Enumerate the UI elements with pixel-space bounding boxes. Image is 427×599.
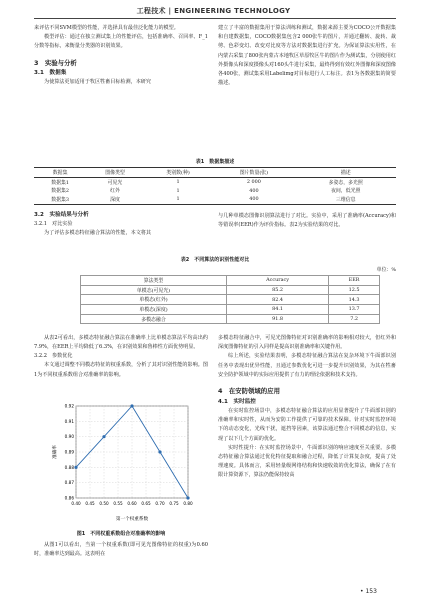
table-cell: 91.8: [226, 314, 328, 324]
table-header-cell: EER: [329, 276, 380, 286]
table-header-cell: 图像类型: [86, 168, 143, 178]
section-heading: 4 在安防领域的应用: [218, 387, 280, 396]
table-cell: 单模态(红外): [81, 295, 227, 305]
paragraph: 为使算法更加适用于牧区牲畜目标检测，本研究: [44, 78, 151, 85]
y-tick-label: 0.89: [64, 449, 74, 455]
table-cell: 85.2: [226, 285, 328, 295]
paragraph: 建立了丰富的数据集用于算法训练和测试，数据来源主要为COCO公开数据集和自建数据集，COCO数据集包含2 000张牛的图片，并通过翻转、旋转、裁剪、色彩变幻、改变对比度等方法对数据集进行扩充。为保证算法实用性，在内蒙古采集了800张内蒙古本地牧区草原牧区牛的图片作为测试集，分别使用红外摄像头和深度摄像头对160头牛进行采集，最终得到有效红外图像和深度图像各400张，测试集采用Labelimg对目标进行人工标注。表1为各数据集的简要描述。: [218, 25, 396, 87]
table-header-cell: 数据集: [34, 168, 86, 178]
table-row: [81, 295, 380, 305]
right-column-top: [218, 24, 396, 88]
table-cell: 1: [176, 187, 180, 194]
running-header: 工程技术 | ENGINEERING TECHNOLOGY: [136, 7, 291, 15]
right-column-lower: [218, 334, 396, 481]
x-tick-label: 0.65: [141, 501, 151, 506]
y-tick-label: 0.86: [64, 495, 74, 501]
table-cell: 82.4: [226, 295, 328, 305]
table-cell: 2 000: [246, 179, 261, 186]
x-tick-label: 0.45: [85, 501, 95, 506]
table-cell: 深度: [110, 196, 120, 203]
table-header-cell: 类别数(种): [144, 168, 213, 178]
table2-unit: 单位：%: [376, 267, 396, 273]
table-cell: 7.2: [329, 314, 380, 324]
page-number: [360, 588, 377, 595]
header-rule: [34, 18, 396, 19]
paragraph: 实时性提升：在实时监控场景中，牛面部识别的响应速度至关重要。多模态特征融合算法通过优化特征提取和融合过程，降低了计算复杂度，提高了处理速度。具体而言，采用轻量级网络结构和快速收敛的优化算法，确保了在有限计算资源下，算法仍能保持较高: [218, 444, 396, 479]
paragraph: 综上所述，实验结果表明，多模态特征融合算法在复杂环境下牛面部识别任务中表现出优异性能，且通过参数优化可进一步提升识别效果，为其在牲畜安全防护领域中的实际应用提供了有力的理论依据和技术支持。: [218, 353, 396, 378]
performance-table: [80, 275, 380, 324]
x-ticks: [71, 501, 193, 506]
x-tick-label: 0.55: [113, 501, 123, 506]
table-cell: 13.7: [329, 305, 380, 315]
y-tick-label: 0.87: [64, 480, 74, 486]
table-cell: 三维信息: [335, 196, 356, 203]
table-cell: 多姿态，多光照: [328, 179, 363, 186]
x-tick-label: 0.75: [169, 501, 179, 506]
table-cell: 数据集1: [51, 179, 70, 186]
table-cell: 夜间，低光照: [331, 188, 361, 195]
table-cell: 400: [249, 196, 259, 203]
table-cell: 可见光: [107, 179, 123, 186]
y-ticks: [65, 404, 75, 501]
table-header-cell: 算法类型: [81, 276, 227, 286]
table-cell: 单模态(可见光): [81, 285, 227, 295]
subsubsection-heading: 3.2.1 对比实验: [34, 221, 73, 227]
table-cell: 1: [176, 196, 180, 203]
subsection-heading: 3.1 数据集: [34, 69, 67, 76]
table-cell: 1: [176, 179, 180, 186]
table-row: [81, 285, 380, 295]
table-row: [34, 177, 396, 186]
data-point: [158, 450, 161, 453]
paragraph: 模型评估：通过在独立测试集上的性能评估，包括准确率、召回率、F_1分数等指标，来衡量分类器的识别效果。: [34, 34, 208, 50]
table-cell: 多模态融合: [81, 314, 227, 324]
table-row: [34, 186, 396, 195]
section-heading: 3 实验与分析: [34, 58, 77, 67]
paragraph: 本文通过调整不同模态特征的权重系数，分析了其对识别性能的影响。图1为不同权重系数组合对准确率的影响。: [34, 362, 208, 378]
y-tick-label: 0.88: [64, 464, 74, 470]
paragraph: 多模态特征融合中，可见光图像特征对识别准确率的影响相对较大，但红外和深度图像特征的引入同样是提高识别准确率和关键作用。: [218, 335, 396, 351]
x-tick-label: 0.60: [127, 501, 137, 506]
table-row: [81, 314, 380, 324]
data-point: [102, 435, 105, 438]
x-tick-label: 0.40: [71, 501, 81, 506]
table-cell: 单模态(深度): [81, 305, 227, 315]
left-column-lower: [34, 334, 208, 380]
data-point: [74, 466, 77, 469]
left-column-bottom: [34, 541, 208, 559]
left-column-top: [34, 24, 208, 87]
data-point: [186, 496, 189, 499]
figure1-caption: 图1 不同权重系数组合对准确率的影响: [76, 531, 166, 537]
paragraph: 与几种单模态图像识别算法进行了对比。实验中，采用了准确率(Accuracy)和等错误率(EER)作为评价指标。表2为实验结果的对比。: [218, 213, 396, 229]
x-tick-label: 0.80: [183, 501, 193, 506]
table-cell: 数据集3: [51, 196, 70, 203]
page-number-value: 153: [365, 588, 377, 595]
dataset-table: [34, 167, 396, 205]
table-header-cell: 描述: [295, 168, 396, 178]
table-cell: 数据集2: [51, 188, 70, 195]
table1-caption: 表1 数据集描述: [195, 159, 235, 165]
paragraph: 从图1可以看出，当第一个权重系数(即可见光图像特征的权重)为0.60时，准确率达到最高。这表明在: [34, 542, 208, 558]
paragraph: 在实时监控场景中，多模态特征融合算法的应用显著提升了牛面部识别的准确率和实时性，从而为安防工作提供了可靠的技术保障。针对实时监控环境下的动态变化，光线干扰，遮挡等因素，该算法通过整合不同模态的信息，实现了以下几个方面的优化。: [218, 408, 396, 442]
paragraph: 来评估不同SVM模型的性能，并选择具有最佳泛化能力的模型。: [34, 25, 179, 31]
data-point: [130, 404, 133, 407]
paragraph: 从表2可看出，多模态特征融合算法在准确率上比单模态算法平均高出约7.9%，在EER上平均降低了6.3%，在识别效果和鲁棒性方面优势明显。: [34, 335, 208, 351]
subsubsection-heading: 3.2.2 参数优化: [34, 353, 73, 360]
table-row: [34, 195, 396, 204]
paragraph: 为了评估多模态特征融合算法的性能，本文将其: [44, 230, 151, 236]
right-column-mid: [218, 212, 396, 230]
subsection-heading: 3.2 实验结果与分析: [34, 212, 89, 218]
accuracy-weight-chart: [48, 400, 198, 527]
table2-caption: 表2 不同算法的识别性能对比: [180, 257, 250, 263]
table-header-cell: Accuracy: [226, 276, 328, 286]
y-tick-label: 0.91: [64, 418, 74, 424]
table-row: [81, 305, 380, 315]
y-tick-label: 0.90: [64, 434, 74, 440]
y-tick-label: 0.92: [64, 403, 74, 409]
x-tick-label: 0.50: [99, 501, 109, 506]
table-cell: 12.5: [329, 285, 380, 295]
x-tick-label: 0.70: [155, 501, 165, 506]
table-cell: 400: [249, 187, 259, 194]
table-cell: 14.3: [329, 295, 380, 305]
subsection-heading: 4.1 实时监控: [218, 399, 256, 406]
y-axis-label: 准确率: [53, 445, 58, 459]
table-header-cell: 图片数量(张): [212, 168, 295, 178]
x-axis-label: 第一个权重系数: [115, 517, 149, 522]
left-column-mid: [34, 210, 208, 238]
table-cell: 红外: [110, 188, 120, 195]
table-cell: 84.1: [226, 305, 328, 315]
page-marker-icon: •: [360, 588, 366, 595]
